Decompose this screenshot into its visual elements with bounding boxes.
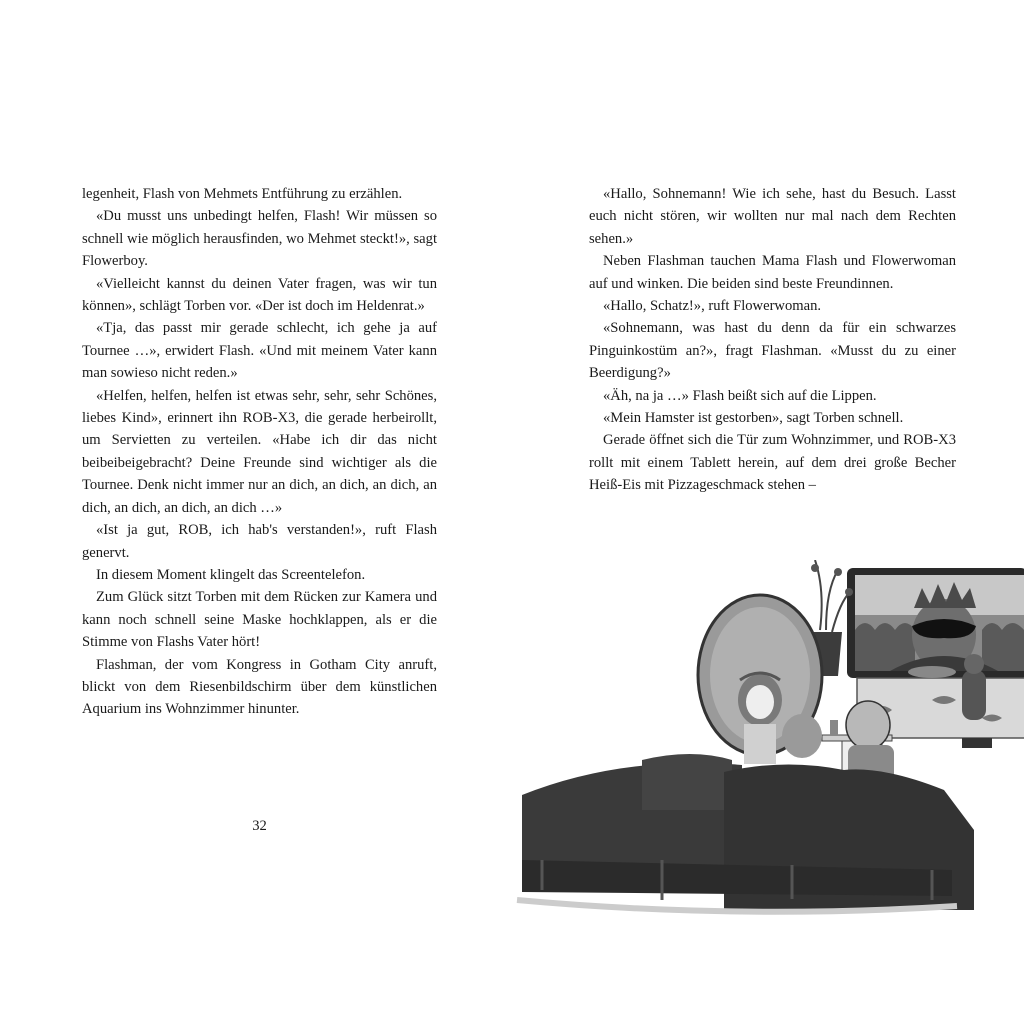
paragraph: «Vielleicht kannst du deinen Vater fragen, was wir tun können», schlägt Torben vor. «Der ist doch im Heldenrat.» (82, 275, 437, 315)
paragraph: «Hallo, Schatz!», ruft Flowerwoman. (603, 298, 822, 315)
tv-screen-image (847, 568, 1024, 678)
left-page-text (82, 183, 437, 721)
paragraph: In diesem Moment klingelt das Screentelefon. (96, 566, 366, 583)
paragraph: «Mein Hamster ist gestorben», sagt Torben schnell. (603, 410, 904, 427)
paragraph: legenheit, Flash von Mehmets Entführung zu erzählen. (82, 186, 403, 202)
sofa-image (517, 754, 974, 912)
paragraph: Gerade öffnet sich die Tür zum Wohnzimmer, und ROB-X3 rollt mit einem Tablett herein, auf dem drei große Becher Heiß-Eis mit Pizzageschmack stehen – (589, 432, 956, 494)
page-number: 32 (252, 818, 267, 834)
living-room-illustration (512, 560, 1024, 920)
paragraph: «Hallo, Sohnemann! Wie ich sehe, hast du Besuch. Lasst euch nicht stören, wir wollten nur mal nach dem Rechten sehen.» (589, 186, 956, 247)
paragraph: «Du musst uns unbedingt helfen, Flash! Wir müssen so schnell wie möglich herausfinden, wo Mehmet steckt!», sagt Flowerboy. (82, 208, 437, 270)
paragraph: «Tja, das passt mir gerade schlecht, ich gehe ja auf Tournee …», erwidert Flash. «Und mit meinem Vater kann man sowieso nicht reden.» (82, 320, 437, 382)
right-page (512, 0, 1024, 1024)
paragraph: «Äh, na ja …» Flash beißt sich auf die Lippen. (603, 387, 877, 404)
girl-image (738, 673, 782, 764)
paragraph: «Helfen, helfen, helfen ist etwas sehr, sehr, sehr Schönes, liebes Kind», erinnert ihn ROB-X3, die gerade herbeirollt, um Servietten zu verteilen. «Habe ich dir das nicht beibeibeigebracht? Deine Freunde sind wichtiger als die Tournee. Denk nicht immer nur an dich, an dich, an dich, an dich, an dich, an dich, an dich …» (82, 387, 437, 516)
right-page-text (589, 183, 956, 497)
paragraph: «Ist ja gut, ROB, ich hab's verstanden!», ruft Flash genervt. (82, 522, 437, 561)
paragraph: Neben Flashman tauchen Mama Flash und Flowerwoman auf und winken. Die beiden sind beste Freundinnen. (589, 253, 956, 292)
paragraph: Flashman, der vom Kongress in Gotham City anruft, blickt von dem Riesenbildschirm über dem künstlichen Aquarium ins Wohnzimmer hinunter. (82, 656, 437, 718)
paragraph: «Sohnemann, was hast du denn da für ein schwarzes Pinguinkostüm an?», fragt Flashman. «Musst du zu einer Beerdigung?» (589, 320, 956, 382)
paragraph: Zum Glück sitzt Torben mit dem Rücken zur Kamera und kann noch schnell seine Maske hochklappen, als er die Stimme von Flashs Vater hört! (82, 589, 437, 651)
